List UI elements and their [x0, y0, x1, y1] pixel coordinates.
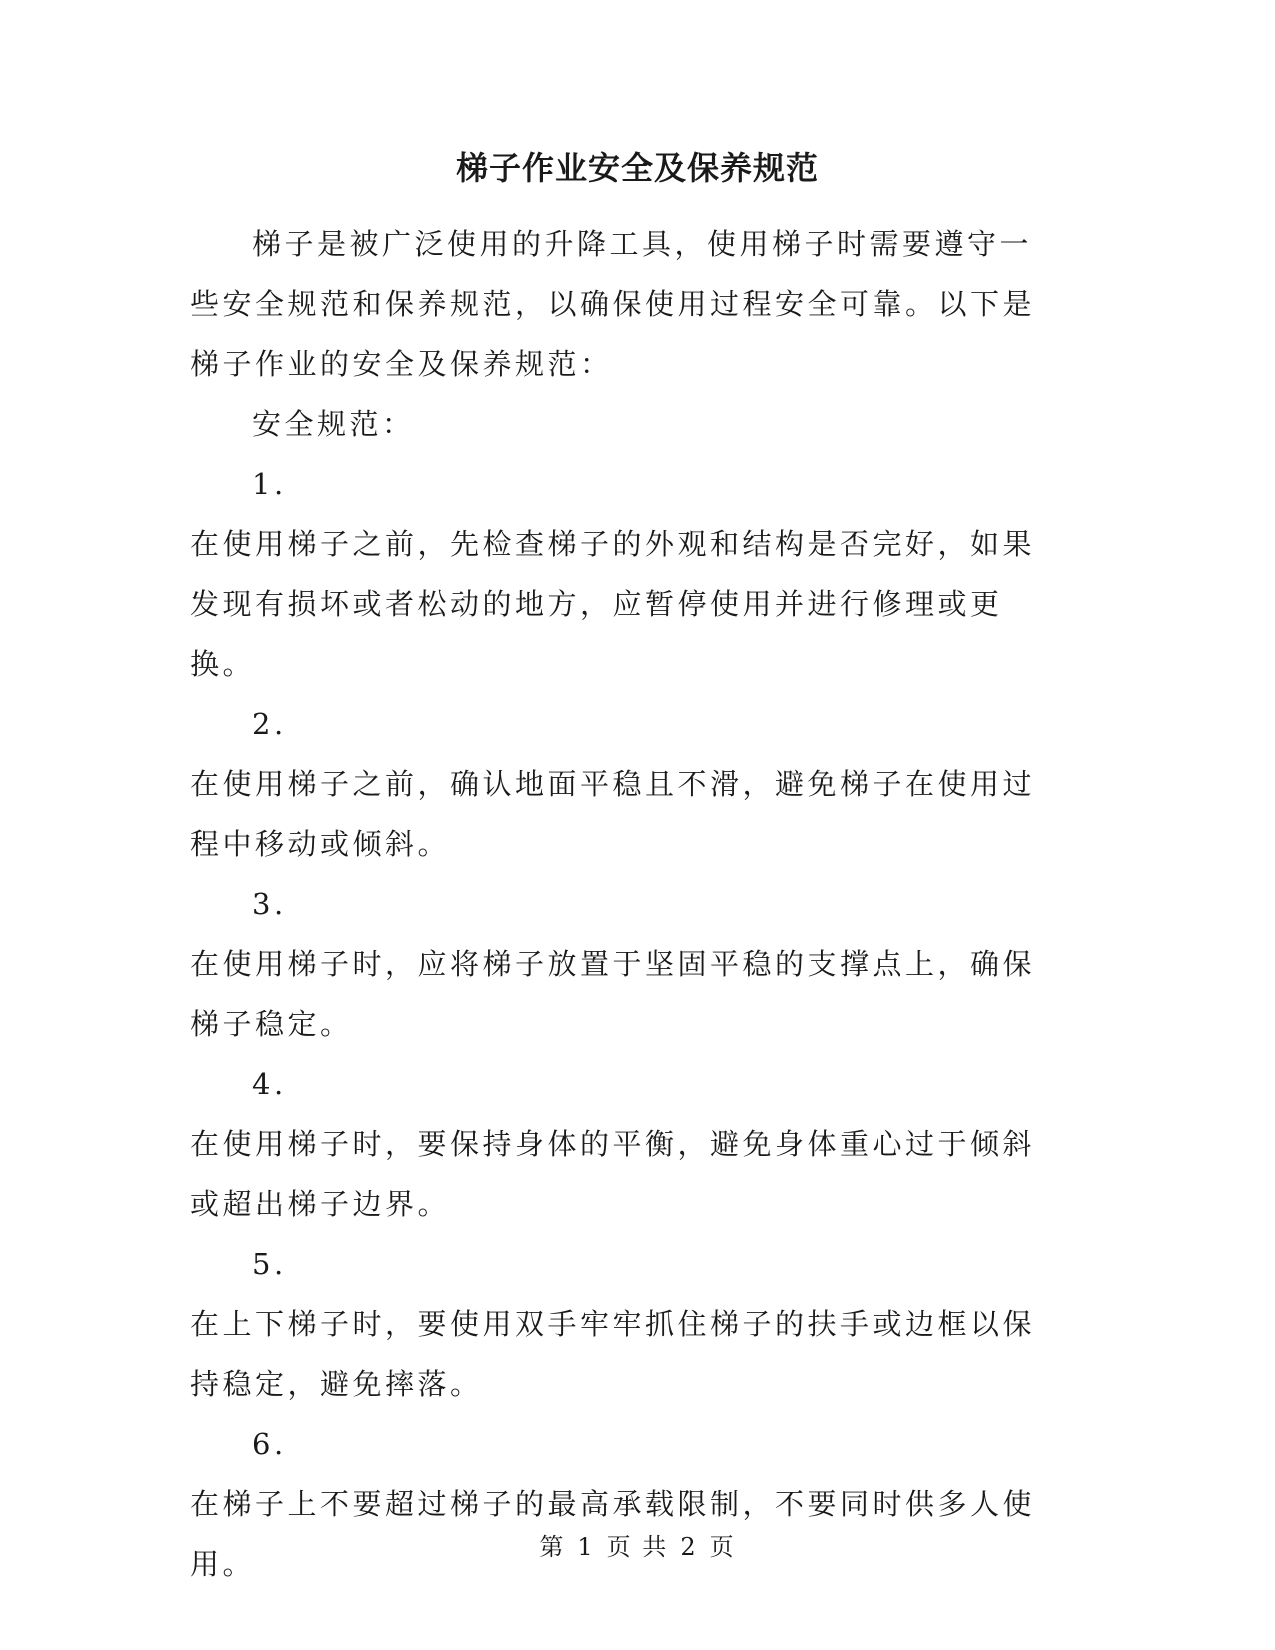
item-text: 在上下梯子时，要使用双手牢牢抓住梯子的扶手或边框以保持稳定，避免摔落。: [190, 1307, 1036, 1401]
item-text: 在使用梯子之前，先检查梯子的外观和结构是否完好，如果发现有损坏或者松动的地方，应暂停使用并进行修理或更换。: [190, 527, 1036, 681]
item-number: 5.: [252, 1247, 287, 1281]
footer-prefix: 第: [539, 1533, 566, 1561]
item-text: 在使用梯子时，应将梯子放置于坚固平稳的支撑点上，确保梯子稳定。: [190, 947, 1036, 1041]
item-text: 在使用梯子时，要保持身体的平衡，避免身体重心过于倾斜或超出梯子边界。: [190, 1127, 1036, 1221]
item-number: 4.: [252, 1067, 287, 1101]
item-number: 2.: [252, 707, 287, 741]
item-number: 6.: [252, 1427, 287, 1461]
footer-suffix: 页: [709, 1533, 736, 1561]
item-text: 在使用梯子之前，确认地面平稳且不滑，避免梯子在使用过程中移动或倾斜。: [190, 767, 1036, 861]
intro-paragraph: 梯子是被广泛使用的升降工具，使用梯子时需要遵守一些安全规范和保养规范，以确保使用过程安全可靠。以下是梯子作业的安全及保养规范：: [190, 227, 1036, 381]
item-number: 3.: [252, 887, 287, 921]
footer-current-page: 1: [577, 1533, 595, 1561]
footer-middle: 页 共: [606, 1533, 669, 1561]
document-body: [190, 214, 1060, 1594]
section-heading: 安全规范：: [252, 407, 415, 441]
item-text: 在梯子上不要超过梯子的最高承载限制，不要同时供多人使用。: [190, 1487, 1036, 1581]
document-title: 梯子作业安全及保养规范: [455, 149, 819, 187]
footer-total-pages: 2: [680, 1533, 698, 1561]
item-number: 1.: [252, 467, 287, 501]
page-footer: [0, 1532, 1275, 1562]
